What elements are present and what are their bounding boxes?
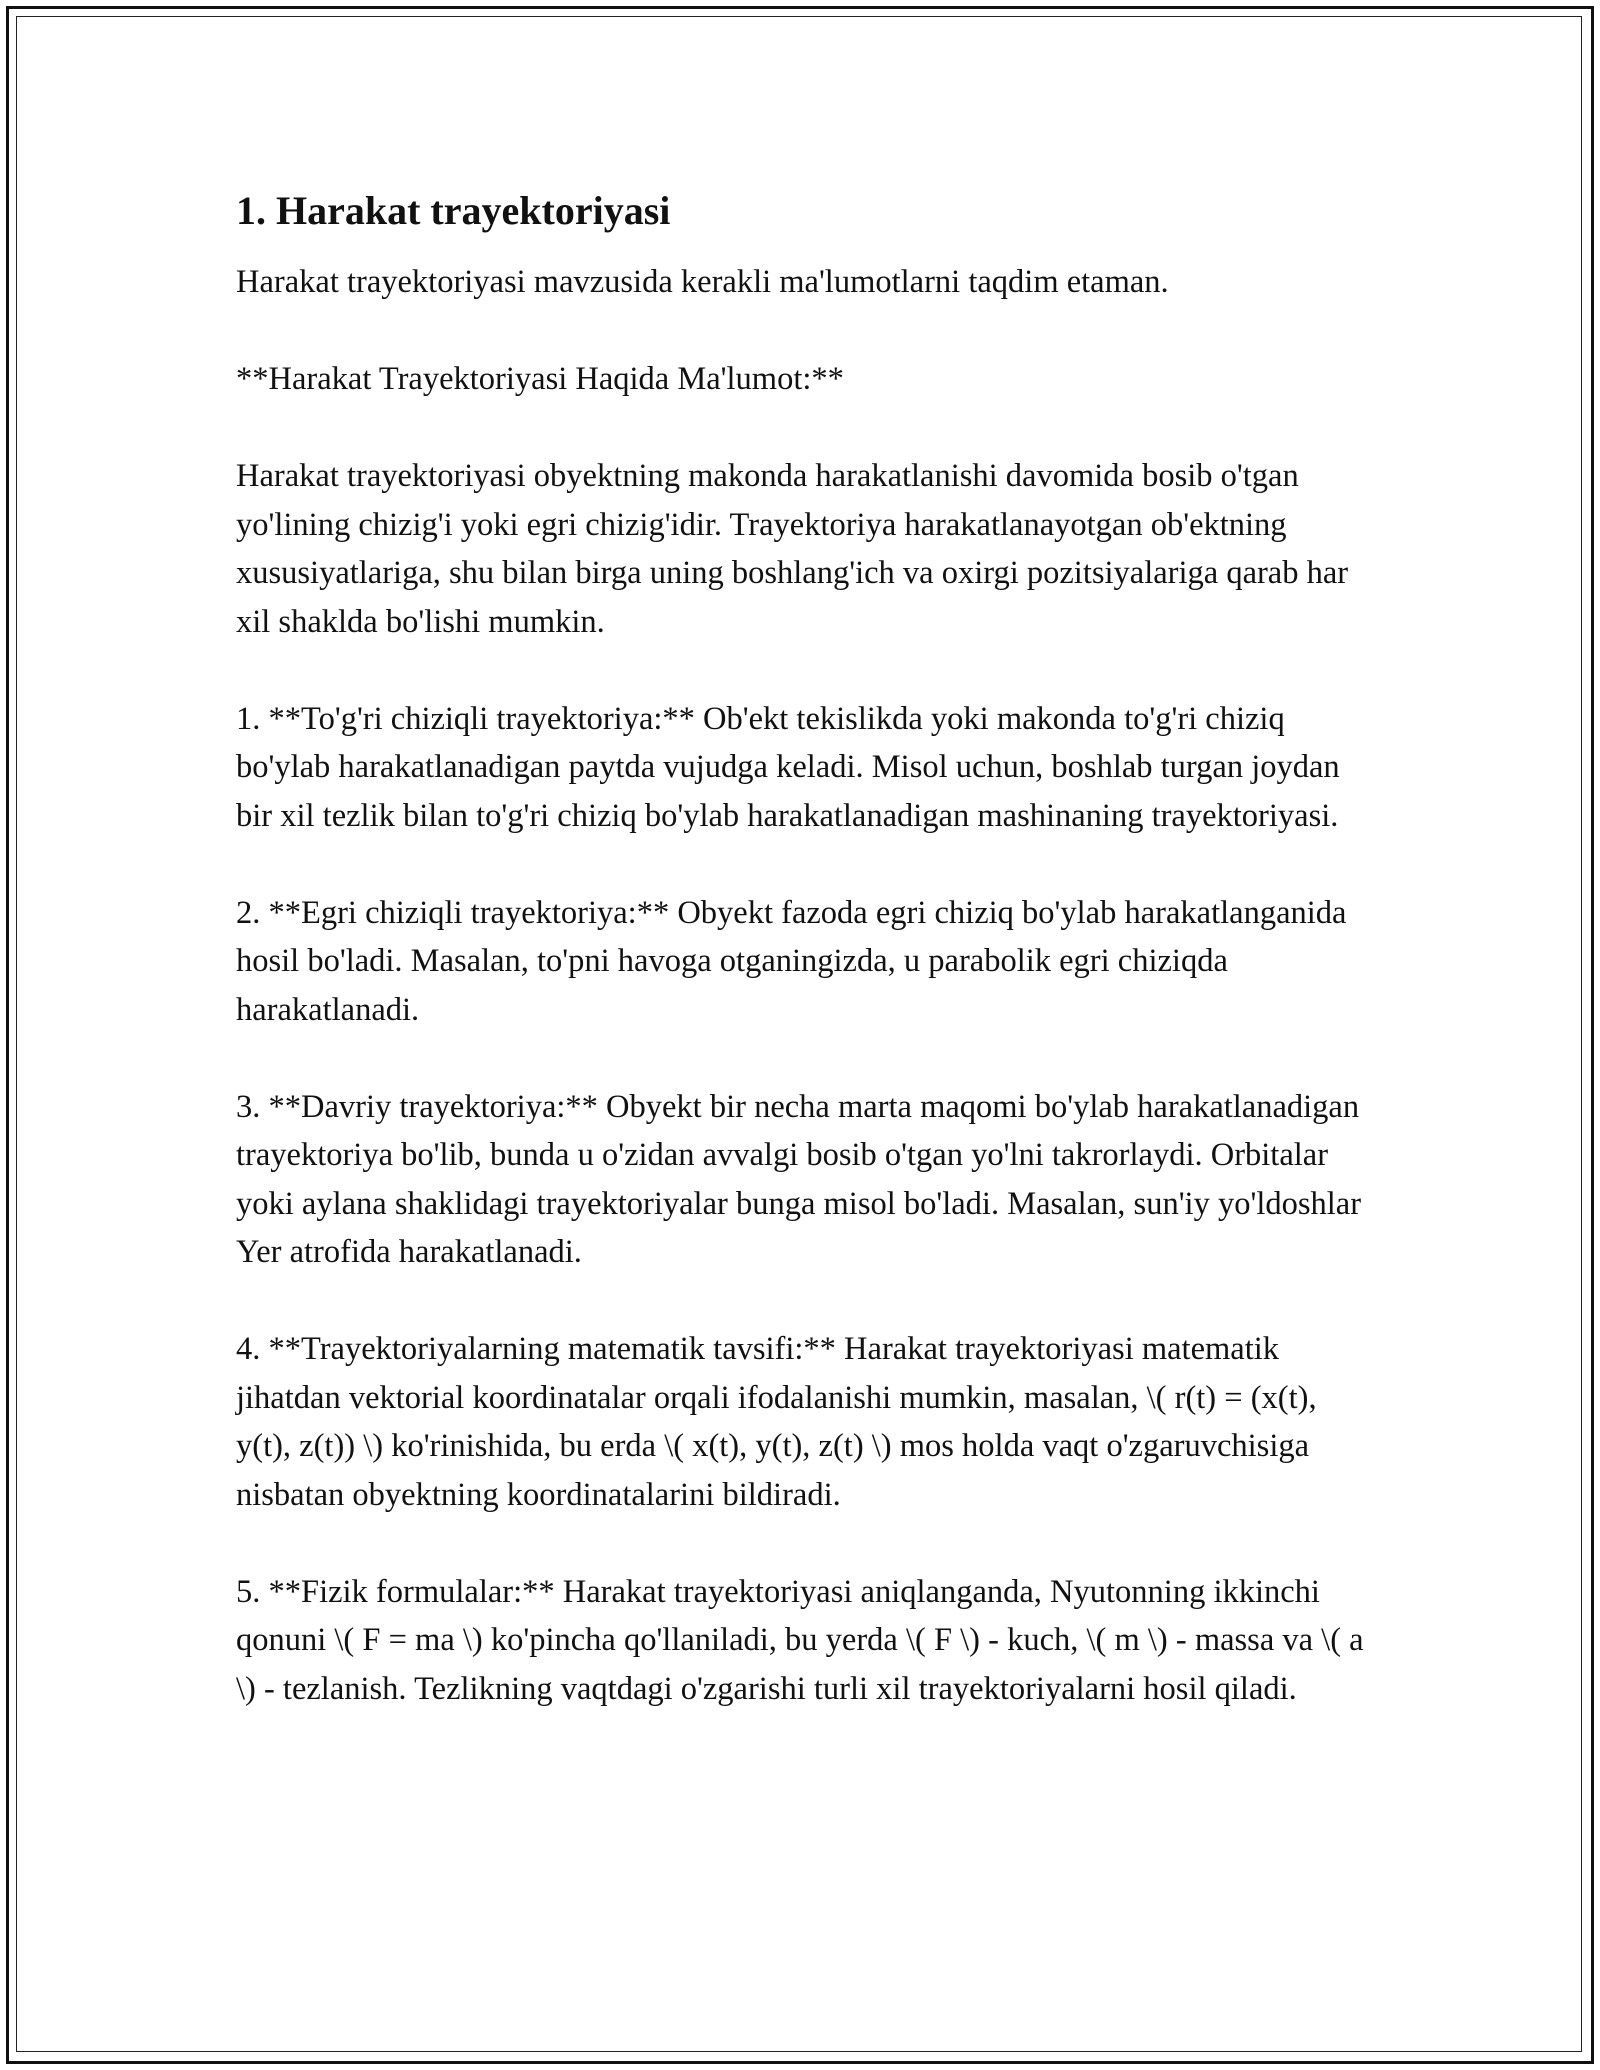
list-item-physics-formulas: 5. **Fizik formulalar:** Harakat trayektoriyasi aniqlanganda, Nyutonning ikkinchi qonuni \( F = ma \) ko'pincha qo'llaniladi, bu yerda \( F \) - kuch, \( m \) - massa va \( a \) - tezlanish. Tezlikning vaqtdagi o'zgarishi turli xil trayektoriyalarni hosil qiladi.: [236, 1573, 1364, 1707]
document-body: [236, 186, 1376, 1762]
definition-paragraph: Harakat trayektoriyasi obyektning makonda harakatlanishi davomida bosib o'tgan yo'lining chizig'i yoki egri chizig'idir. Trayektoriya harakatlanayotgan ob'ektning xususiyatlariga, shu bilan birga uning boshlang'ich va oxirgi pozitsiyalariga qarab har xil shaklda bo'lishi mumkin.: [236, 458, 1349, 640]
list-item-straight-trajectory: 1. **To'g'ri chiziqli trayektoriya:** Ob'ekt tekislikda yoki makonda to'g'ri chiziq bo'ylab harakatlanadigan paytda vujudga keladi. Misol uchun, boshlab turgan joydan bir xil tezlik bilan to'g'ri chiziq bo'ylab harakatlanadigan mashinaning trayektoriyasi.: [236, 700, 1340, 834]
list-item-math-description: 4. **Trayektoriyalarning matematik tavsifi:** Harakat trayektoriyasi matematik jihatdan vektorial koordinatalar orqali ifodalanishi mumkin, masalan, \( r(t) = (x(t), y(t), z(t)) \) ko'rinishida, bu erda \( x(t), y(t), z(t) \) mos holda vaqt o'zgaruvchisiga nisbatan obyektning koordinatalarini bildiradi.: [236, 1331, 1317, 1513]
intro-paragraph: Harakat trayektoriyasi mavzusida kerakli ma'lumotlarni taqdim etaman.: [236, 264, 1169, 300]
list-item-periodic-trajectory: 3. **Davriy trayektoriya:** Obyekt bir necha marta maqomi bo'ylab harakatlanadigan trayektoriya bo'lib, bunda u o'zidan avvalgi bosib o'tgan yo'lni takrorlaydi. Orbitalar yoki aylana shaklidagi trayektoriyalar bunga misol bo'ladi. Masalan, sun'iy yo'ldoshlar Yer atrofida harakatlanadi.: [236, 1088, 1362, 1270]
section-heading-paragraph: **Harakat Trayektoriyasi Haqida Ma'lumot:**: [236, 361, 844, 397]
list-item-curved-trajectory: 2. **Egri chiziqli trayektoriya:** Obyekt fazoda egri chiziq bo'ylab harakatlanganida hosil bo'ladi. Masalan, to'pni havoga otganingizda, u parabolik egri chiziqda harakatlanadi.: [236, 894, 1347, 1028]
document-title: 1. Harakat trayektoriyasi: [236, 188, 671, 233]
